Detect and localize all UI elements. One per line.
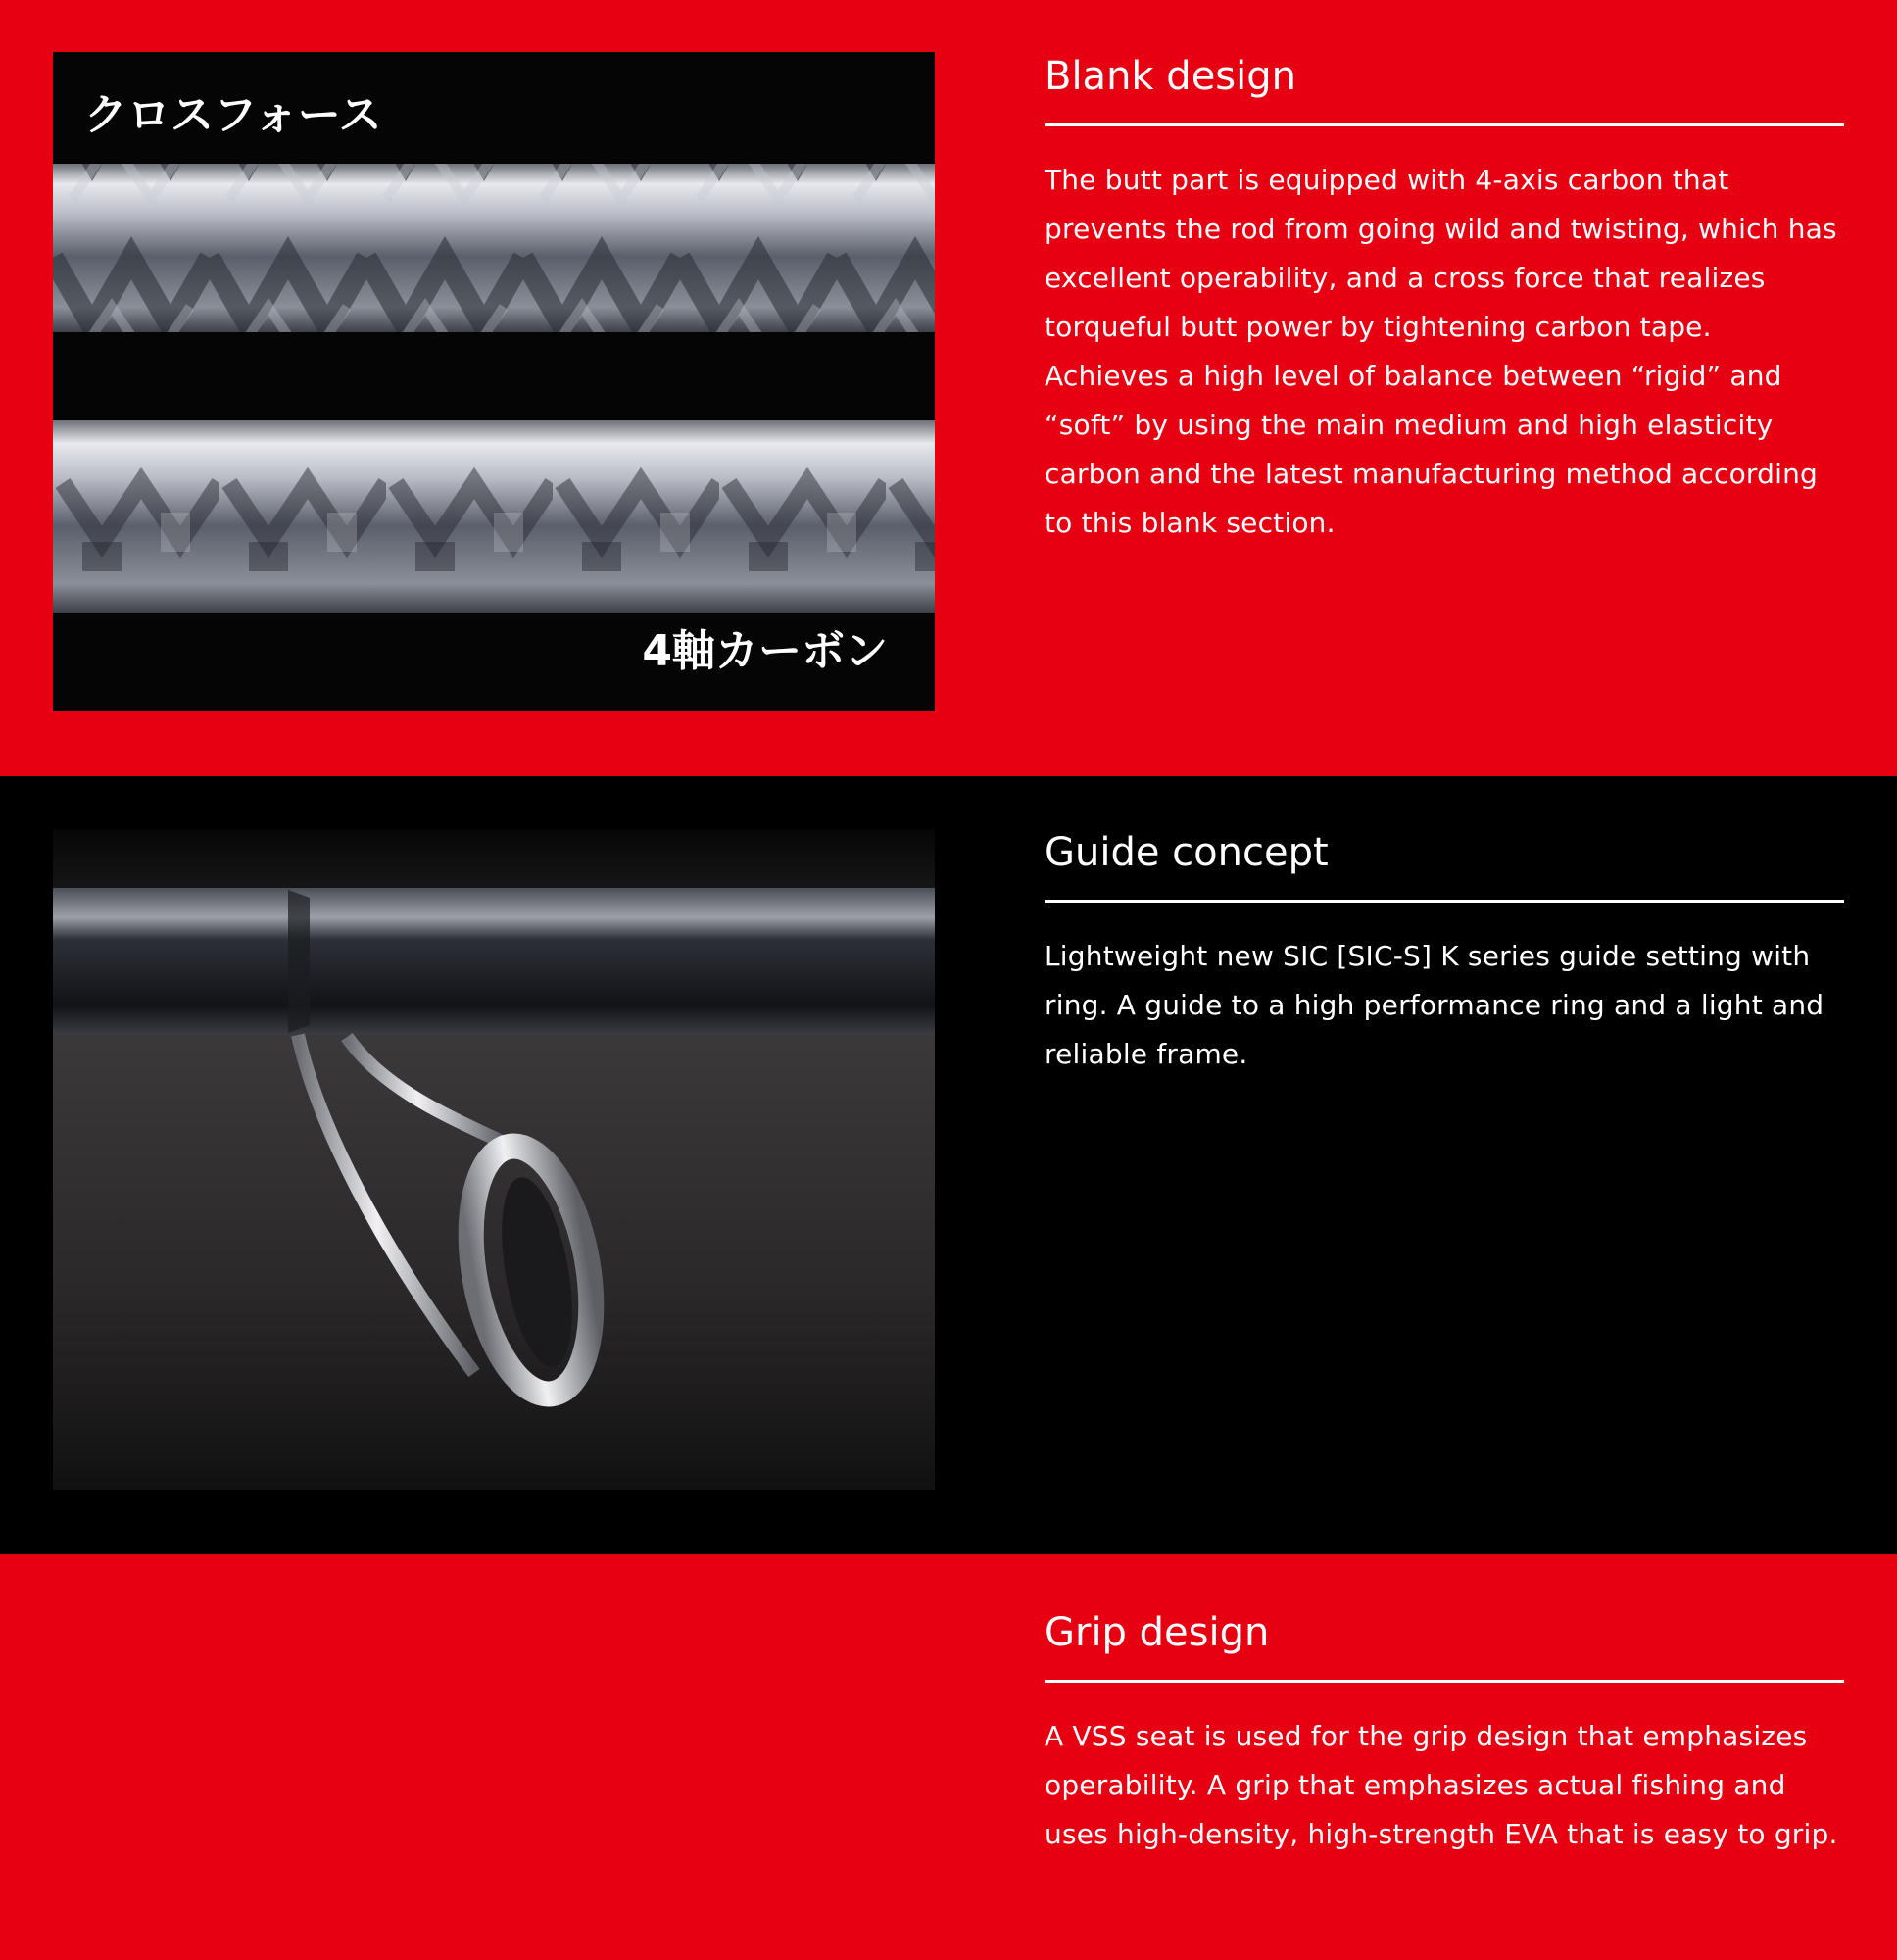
title-divider (1045, 900, 1844, 903)
rod-blank (53, 888, 935, 1035)
crossforce-label: クロスフォース (84, 90, 382, 140)
guide-concept-section (0, 776, 1897, 1554)
rod-guide-photo (53, 829, 935, 1490)
section-body: The butt part is equipped with 4-axis carbon that prevents the rod from going wild and twisting, which has excellent operability, and a cross force that realizes torqueful butt power by tightening carbon tape. Achieves a high level of balance between “rigid” and “soft” by using the main medium and high elasticity carbon and the latest manufacturing method according to this blank section. (1045, 164, 1837, 539)
section-body: Lightweight new SIC [SIC-S] K series guide setting with ring. A guide to a high performance ring and a light and reliable frame. (1045, 940, 1824, 1070)
section-title: Blank design (1045, 54, 1296, 99)
blank-design-text (1045, 54, 1844, 575)
title-divider (1045, 123, 1844, 126)
section-title: Guide concept (1045, 830, 1329, 875)
four-axis-carbon-label: 4軸カーボン (642, 626, 888, 676)
title-divider (1045, 1680, 1844, 1683)
rod-guide-illustration (53, 829, 935, 1490)
carbon-blank-illustration (53, 52, 935, 711)
blank-design-section (0, 0, 1897, 776)
section-body: A VSS seat is used for the grip design that emphasizes operability. A grip that emphasizes actual fishing and uses high-density, high-strength EVA that is easy to grip. (1045, 1720, 1838, 1850)
guide-concept-text (1045, 830, 1844, 1106)
carbon-blank-photo (53, 52, 935, 711)
grip-design-text (1045, 1610, 1844, 1886)
section-title: Grip design (1045, 1610, 1270, 1655)
grip-design-section (0, 1554, 1897, 1960)
